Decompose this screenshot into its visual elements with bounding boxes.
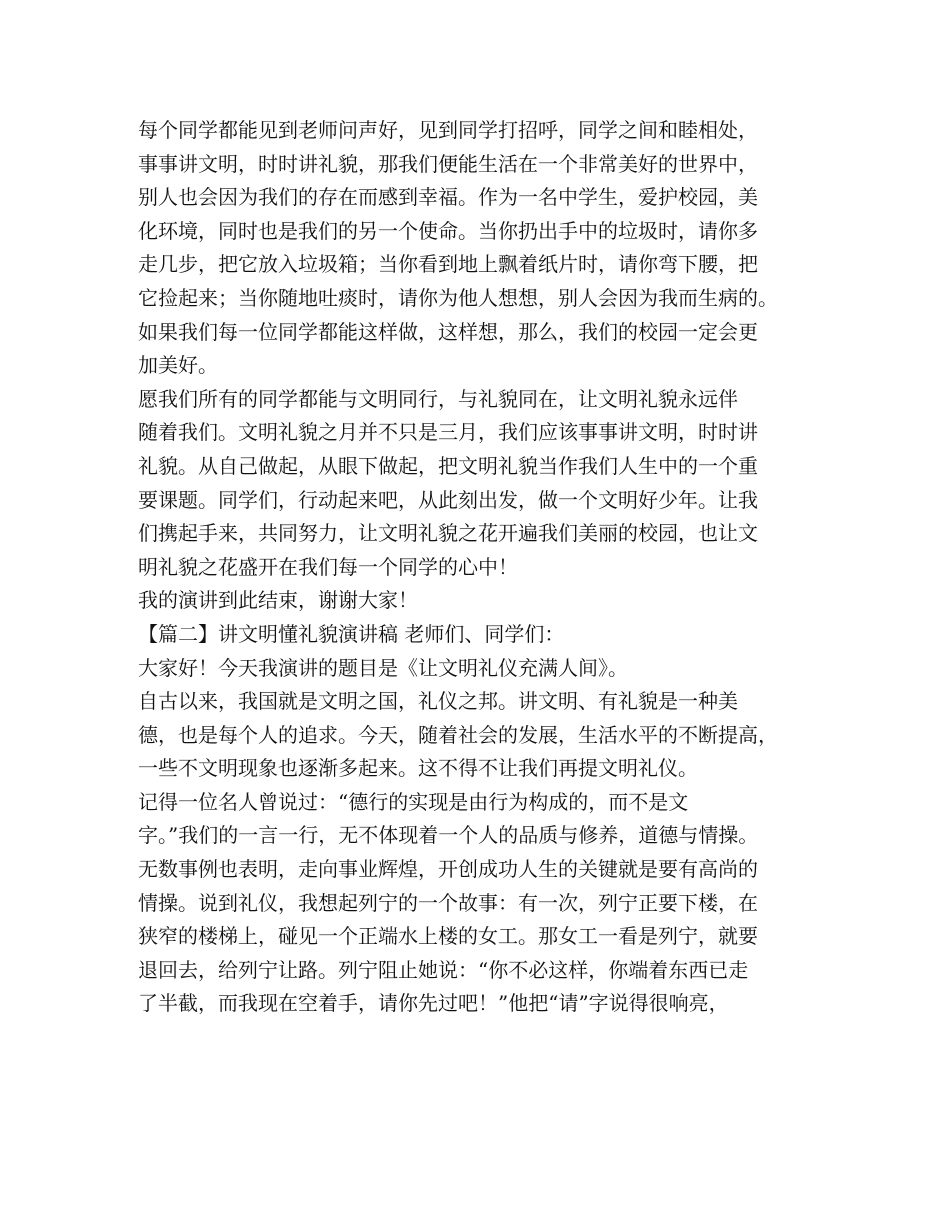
text-line: 自古以来，我国就是文明之国，礼仪之邦。讲文明、有礼貌是一种美 [138,689,738,714]
text-line: 别人也会因为我们的存在而感到幸福。作为一名中学生，爱护校园，美 [138,185,758,210]
text-line: 了半截，而我现在空着手，请你先过吧！”他把“请”字说得很响亮， [138,991,729,1016]
text-line: 愿我们所有的同学都能与文明同行，与礼貌同在，让文明礼貌永远伴 [138,386,738,411]
text-line: 德，也是每个人的追求。今天，随着社会的发展，生活水平的不断提高， [138,722,778,747]
text-line: 加美好。 [138,353,218,378]
text-line: 随着我们。文明礼貌之月并不只是三月，我们应该事事讲文明，时时讲 [138,420,758,445]
text-line: 狭窄的楼梯上，碰见一个正端水上楼的女工。那女工一看是列宁，就要 [138,924,758,949]
text-line: 走几步，把它放入垃圾箱；当你看到地上飘着纸片时，请你弯下腰，把 [138,252,758,277]
text-line: 每个同学都能见到老师问声好，见到同学打招呼，同学之间和睦相处， [138,118,758,142]
text-line: 们携起手来，共同努力，让文明礼貌之花开遍我们美丽的校园，也让文 [138,521,758,546]
text-line: 无数事例也表明，走向事业辉煌，开创成功人生的关键就是要有高尚的 [138,857,758,882]
text-line: 退回去，给列宁让路。列宁阻止她说：“你不必这样，你端着东西已走 [138,957,749,982]
text-line: 化环境，同时也是我们的另一个使命。当你扔出手中的垃圾时，请你多 [138,218,758,243]
text-line: 如果我们每一位同学都能这样做，这样想，那么，我们的校园一定会更 [138,319,758,344]
text-line: 字。”我们的一言一行，无不体现着一个人的品质与修养，道德与情操。 [138,823,759,848]
text-line: 我的演讲到此结束，谢谢大家！ [138,588,418,613]
section-heading: 【篇二】讲文明懂礼貌演讲稿 老师们、同学们： [138,621,565,646]
text-line: 情操。说到礼仪，我想起列宁的一个故事：有一次，列宁正要下楼，在 [138,890,758,915]
text-line: 事事讲文明，时时讲礼貌，那我们便能生活在一个非常美好的世界中， [138,151,758,176]
text-line: 一些不文明现象也逐渐多起来。这不得不让我们再提文明礼仪。 [138,756,698,781]
text-line: 大家好！今天我演讲的题目是《让文明礼仪充满人间》。 [138,655,628,680]
text-line: 要课题。同学们，行动起来吧，从此刻出发，做一个文明好少年。让我 [138,487,758,512]
text-line: 它捡起来；当你随地吐痰时，请你为他人想想，别人会因为我而生病的。 [138,285,778,310]
document-body [138,114,828,1021]
text-line: 记得一位名人曾说过：“德行的实现是由行为构成的，而不是文 [138,789,689,814]
text-line: 礼貌。从自己做起，从眼下做起，把文明礼貌当作我们人生中的一个重 [138,453,758,478]
text-line: 明礼貌之花盛开在我们每一个同学的心中！ [138,554,518,579]
